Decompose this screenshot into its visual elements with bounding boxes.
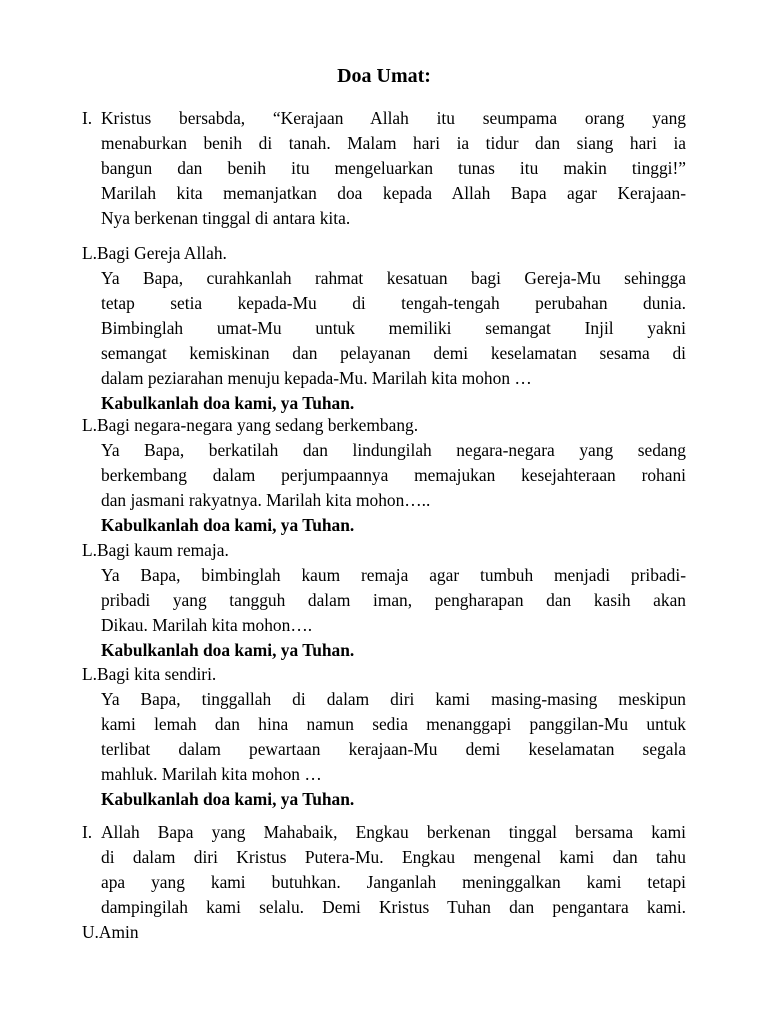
intention-heading: L.Bagi kita sendiri.	[82, 664, 217, 684]
intro-section	[82, 106, 686, 231]
intention-line: kami lemah dan hina namun sedia menanggapi panggilan-Mu untuk	[101, 714, 686, 734]
intention-line: Ya Bapa, berkatilah dan lindungilah negara-negara yang sedang	[101, 440, 686, 460]
intention-line: Bimbinglah umat-Mu untuk memiliki semangat Injil yakni	[101, 318, 686, 338]
intention-line: tetap setia kepada-Mu di tengah-tengah perubahan dunia.	[101, 293, 686, 313]
intro-line: I. Kristus bersabda, “Kerajaan Allah itu seumpama orang yang	[82, 106, 686, 131]
intro-line: bangun dan benih itu mengeluarkan tunas itu makin tinggi!”	[101, 158, 686, 178]
intro-line: menaburkan benih di tanah. Malam hari ia tidur dan siang hari ia	[101, 133, 686, 153]
response-line: Kabulkanlah doa kami, ya Tuhan.	[101, 640, 355, 660]
intention-remaja	[82, 538, 686, 663]
response-line: Kabulkanlah doa kami, ya Tuhan.	[101, 789, 355, 809]
response-line: Kabulkanlah doa kami, ya Tuhan.	[101, 515, 355, 535]
closing-line: di dalam diri Kristus Putera-Mu. Engkau mengenal kami dan tahu	[101, 847, 686, 867]
intention-line: dalam peziarahan menuju kepada-Mu. Marilah kita mohon …	[101, 368, 532, 388]
intention-gereja	[82, 241, 686, 416]
page-title: Doa Umat:	[337, 65, 431, 87]
intention-line: dan jasmani rakyatnya. Marilah kita mohon…..	[101, 490, 431, 510]
intention-line: Ya Bapa, curahkanlah rahmat kesatuan bagi Gereja-Mu sehingga	[101, 268, 686, 288]
closing-line: apa yang kami butuhkan. Janganlah meninggalkan kami tetapi	[101, 872, 686, 892]
closing-line: I. Allah Bapa yang Mahabaik, Engkau berkenan tinggal bersama kami	[82, 820, 686, 845]
intention-line: Ya Bapa, bimbinglah kaum remaja agar tumbuh menjadi pribadi-	[101, 565, 686, 585]
intention-heading: L.Bagi Gereja Allah.	[82, 243, 227, 263]
intention-line: terlibat dalam pewartaan kerajaan-Mu demi keselamatan segala	[101, 739, 686, 759]
intention-line: pribadi yang tangguh dalam iman, pengharapan dan kasih akan	[101, 590, 686, 610]
amen-line: U.Amin	[82, 922, 139, 942]
intention-line: Ya Bapa, tinggallah di dalam diri kami masing-masing meskipun	[101, 689, 686, 709]
response-line: Kabulkanlah doa kami, ya Tuhan.	[101, 393, 355, 413]
intention-heading: L.Bagi negara-negara yang sedang berkembang.	[82, 415, 419, 435]
closing-section	[82, 820, 686, 945]
intention-negara	[82, 413, 686, 538]
intention-line: berkembang dalam perjumpaannya memajukan kesejahteraan rohani	[101, 465, 686, 485]
closing-marker: I.	[82, 822, 93, 842]
intention-heading: L.Bagi kaum remaja.	[82, 540, 229, 560]
intro-marker: I.	[82, 108, 93, 128]
intention-line: mahluk. Marilah kita mohon …	[101, 764, 322, 784]
intention-line: Dikau. Marilah kita mohon….	[101, 615, 313, 635]
intro-line: Nya berkenan tinggal di antara kita.	[101, 208, 351, 228]
closing-line: dampingilah kami selalu. Demi Kristus Tuhan dan pengantara kami.	[101, 897, 686, 917]
intro-line: Marilah kita memanjatkan doa kepada Allah Bapa agar Kerajaan-	[101, 183, 686, 203]
intention-kita-sendiri	[82, 662, 686, 812]
intention-line: semangat kemiskinan dan pelayanan demi keselamatan sesama di	[101, 343, 686, 363]
